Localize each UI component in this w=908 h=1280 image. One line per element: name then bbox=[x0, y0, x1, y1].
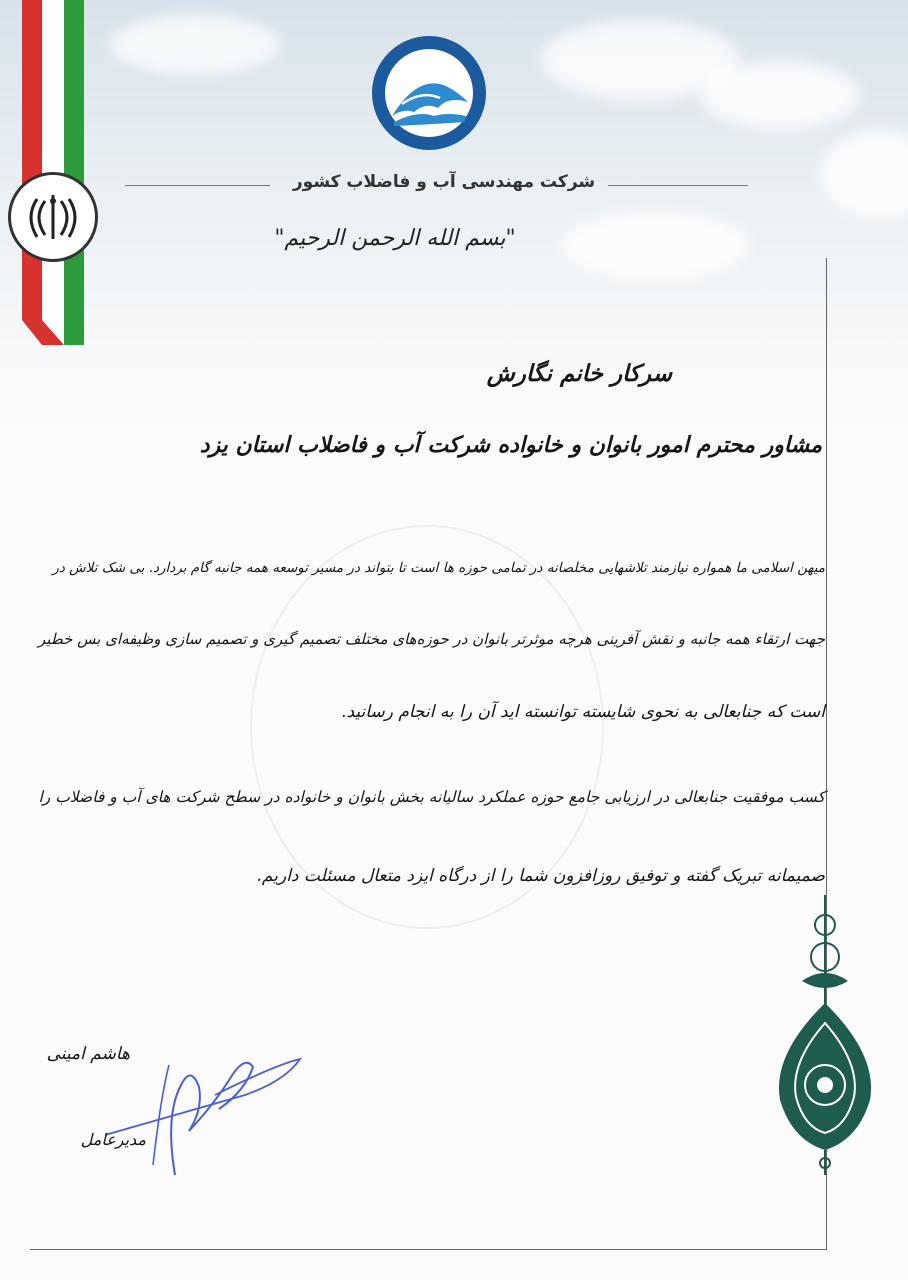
paragraph-line: جهت ارتقاء همه جانبه و نقش آفرینی هرچه موثرتر بانوان در حوزه‌های مختلف تصمیم گیری و تصمیم سازی وظیفه‌ای بس خطیر bbox=[38, 630, 825, 648]
basmala: "بسم الله الرحمن الرحیم" bbox=[274, 226, 516, 251]
header-divider-left bbox=[125, 185, 270, 186]
signatory-name: هاشم امینی bbox=[46, 1044, 130, 1064]
paragraph-line: صمیمانه تبریک گفته و توفیق روزافزون شما را از درگاه ایزد متعال مسئلت داریم. bbox=[256, 866, 825, 886]
header-divider-right bbox=[608, 185, 748, 186]
water-company-logo-icon bbox=[368, 32, 490, 154]
paragraph-line: است که جنابعالی به نحوی شایسته توانسته اید آن را به انجام رسانید. bbox=[341, 702, 825, 722]
iran-emblem-icon bbox=[8, 172, 98, 262]
recipient-title: مشاور محترم امور بانوان و خانواده شرکت آب و فاضلاب استان یزد bbox=[199, 432, 822, 458]
frame-border-bottom bbox=[30, 1249, 827, 1250]
decorative-ornament-icon bbox=[762, 895, 888, 1175]
company-name: شرکت مهندسی آب و فاضلاب کشور bbox=[292, 172, 596, 192]
signatory-role: مدیرعامل bbox=[80, 1130, 146, 1149]
salutation: سرکار خانم نگارش bbox=[486, 360, 672, 387]
paragraph-line: میهن اسلامی ما همواره نیازمند تلاشهایی مخلصانه در تمامی حوزه ها است تا بتواند در مسیر توسعه همه جانبه گام بردارد. بی شک تلاش در bbox=[52, 560, 825, 576]
paragraph-line: کسب موفقیت جنابعالی در ارزیابی جامع حوزه عملکرد سالیانه بخش بانوان و خانواده در سطح شرکت های آب و فاضلاب را bbox=[38, 788, 825, 806]
